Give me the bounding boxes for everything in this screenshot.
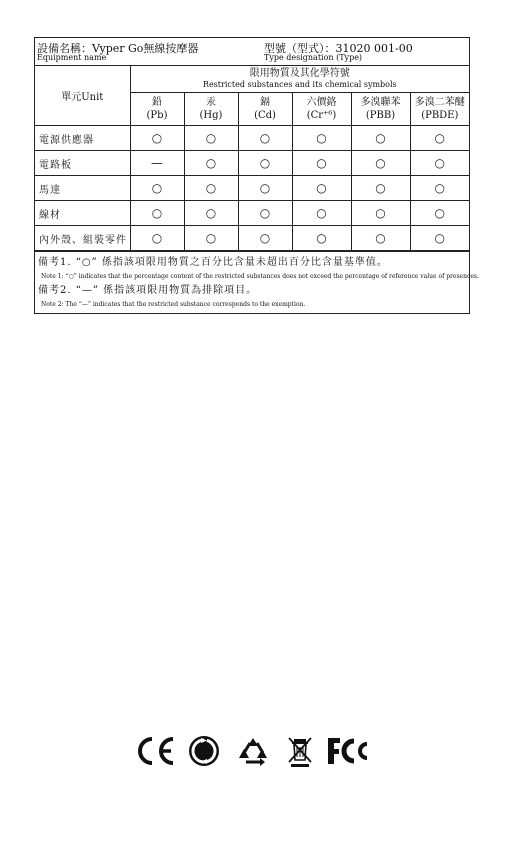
table-row: [35, 201, 469, 226]
unit-name: 內外殼、組裝零件: [35, 226, 130, 251]
note-1-en: Note 1: “○” indicates that the percentage content of the restricted substances does not exceed the percentage of reference value of presences.: [41, 273, 479, 280]
compliance-mark: ○: [292, 151, 351, 176]
equipment-name: 設備名稱：Vyper Go無線按摩器: [37, 42, 199, 55]
note-2-zh: 備考2. “—” 係指該項限用物質為排除項目。: [38, 285, 258, 296]
unit-name: 馬達: [35, 176, 130, 201]
rohs-declaration-table: [34, 37, 479, 314]
substance-header: [130, 93, 184, 126]
compliance-mark: ○: [130, 226, 184, 251]
type-designation: 型號（型式）：31020 001-00: [264, 42, 413, 55]
substance-name: 鎘: [260, 97, 270, 108]
certification-logos: [133, 735, 373, 767]
substance-name: 多溴二苯醚: [414, 97, 465, 108]
compliance-mark: ○: [238, 151, 292, 176]
unit-name: 電源供應器: [35, 126, 130, 151]
restricted-substances-en: Restricted substances and its chemical symbols: [202, 80, 397, 89]
table-row: [35, 151, 469, 176]
equipment-name-en: Equipment name: [37, 53, 107, 62]
substance-symbol: (Cd): [254, 110, 276, 121]
compliance-mark: ○: [410, 226, 469, 251]
compliance-mark: ○: [184, 226, 238, 251]
compliance-mark: ○: [351, 201, 410, 226]
type-designation-en: Type designation (Type): [264, 53, 363, 62]
compliance-mark: ○: [238, 226, 292, 251]
substance-symbol: (PBDE): [421, 110, 459, 121]
compliance-mark: ○: [130, 126, 184, 151]
green-dot-icon: [188, 735, 220, 767]
substance-header: [238, 93, 292, 126]
compliance-mark: ○: [184, 151, 238, 176]
substance-symbol: (Pb): [146, 110, 168, 121]
compliance-mark: ○: [351, 226, 410, 251]
compliance-mark: ○: [130, 176, 184, 201]
compliance-mark: ○: [351, 126, 410, 151]
compliance-mark: ○: [292, 226, 351, 251]
compliance-mark: ○: [184, 126, 238, 151]
table-row: [35, 126, 469, 151]
compliance-mark: —: [130, 151, 184, 176]
substance-symbol: (PBB): [365, 110, 396, 121]
compliance-mark: ○: [292, 126, 351, 151]
substance-header: [184, 93, 238, 126]
unit-header: 單元Unit: [35, 66, 130, 126]
ce-mark-icon: [133, 735, 177, 767]
compliance-mark: ○: [238, 126, 292, 151]
table-row: [35, 226, 469, 251]
substance-name: 六價鉻: [306, 97, 337, 108]
compliance-mark: ○: [292, 201, 351, 226]
compliance-mark: ○: [238, 201, 292, 226]
unit-name: 線材: [35, 201, 130, 226]
compliance-mark: ○: [184, 201, 238, 226]
compliance-mark: ○: [184, 176, 238, 201]
fcc-icon: [326, 735, 370, 767]
substance-name: 鉛: [152, 97, 162, 108]
weee-bin-icon: [287, 735, 313, 767]
restricted-substances-zh: 限用物質及其化學符號: [249, 68, 350, 79]
compliance-mark: ○: [410, 201, 469, 226]
compliance-mark: ○: [292, 176, 351, 201]
compliance-mark: ○: [130, 201, 184, 226]
substance-name: 多溴聯苯: [360, 97, 401, 108]
recycle-icon: [236, 735, 270, 767]
notes-section: [35, 251, 479, 313]
substance-table: [35, 66, 469, 251]
compliance-mark: ○: [410, 126, 469, 151]
equipment-header: [35, 38, 469, 66]
compliance-mark: ○: [351, 176, 410, 201]
substance-name: 汞: [206, 97, 216, 108]
note-1-zh: 備考1. “○” 係指該項限用物質之百分比含量未超出百分比含量基準值。: [38, 257, 388, 268]
substance-symbol: (Hg): [199, 110, 223, 121]
note-2-en: Note 2: The “—” indicates that the restricted substance corresponds to the exemption.: [41, 301, 306, 308]
restricted-substances-header: [130, 66, 469, 93]
table-row: [35, 176, 469, 201]
substance-header: [351, 93, 410, 126]
unit-name: 電路板: [35, 151, 130, 176]
substance-header: [410, 93, 469, 126]
compliance-mark: ○: [351, 151, 410, 176]
compliance-mark: ○: [410, 176, 469, 201]
compliance-mark: ○: [410, 151, 469, 176]
substance-symbol: (Cr⁺⁶): [306, 110, 337, 121]
substance-header: [292, 93, 351, 126]
compliance-mark: ○: [238, 176, 292, 201]
